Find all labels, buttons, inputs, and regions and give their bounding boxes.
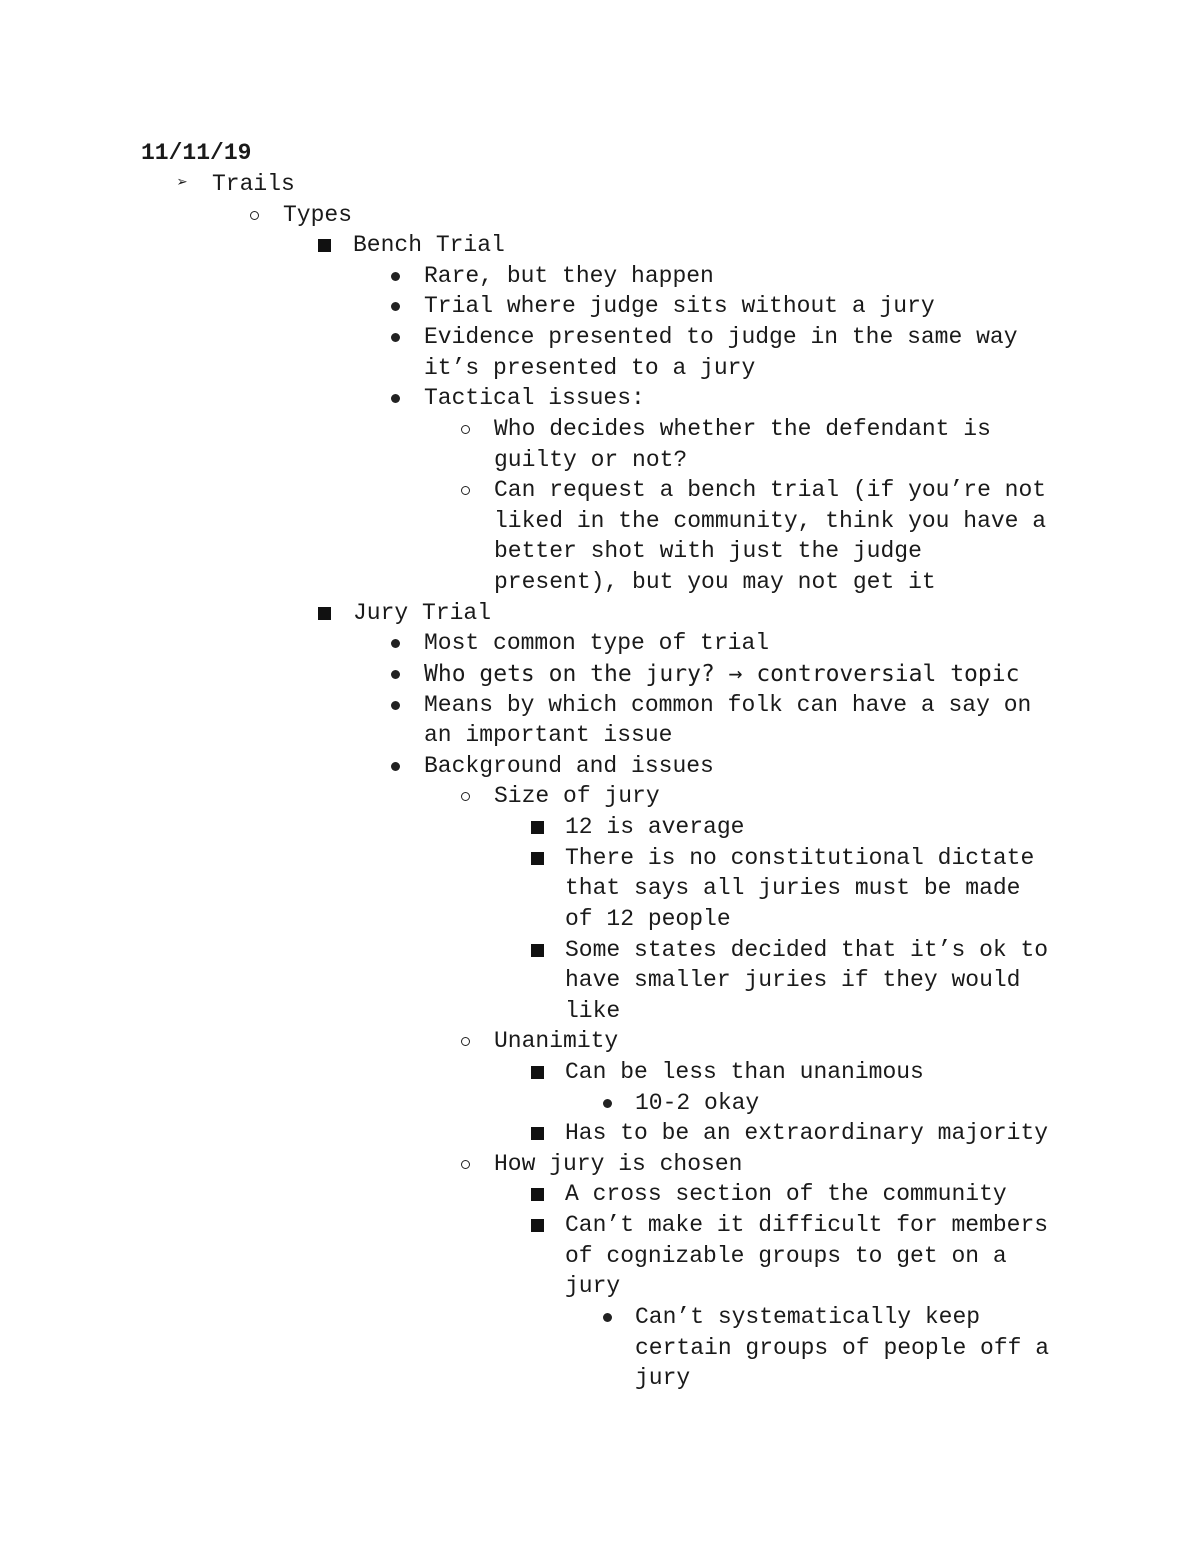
outline-item-text: jury — [635, 1365, 691, 1392]
outline-item-text: better shot with just the judge — [494, 538, 922, 565]
outline-item-text: Who decides whether the defendant is — [494, 415, 991, 442]
outline-item-text: Rare, but they happen — [424, 262, 714, 289]
square-bullet-icon — [318, 239, 331, 252]
outline-item-text: 10-2 okay — [635, 1089, 760, 1116]
outline-item-text: Some states decided that it’s ok to — [565, 936, 1049, 963]
hollow-bullet-icon — [461, 1037, 470, 1046]
note-date: 11/11/19 — [141, 140, 252, 166]
hollow-bullet-icon — [461, 1160, 470, 1169]
disc-bullet-icon — [603, 1313, 612, 1322]
square-bullet-icon — [531, 852, 544, 865]
outline-item-text: Trails — [212, 171, 295, 197]
outline-item-text: There is no constitutional dictate — [565, 844, 1035, 871]
outline-item-text: Trial where judge sits without a jury — [424, 293, 935, 320]
outline-item-text: liked in the community, think you have a — [494, 507, 1047, 534]
square-bullet-icon — [531, 1188, 544, 1201]
outline-item-text: Unanimity — [494, 1028, 619, 1055]
outline-item-text: an important issue — [424, 722, 673, 749]
hollow-bullet-icon — [250, 211, 259, 220]
outline-item-text: like — [565, 997, 621, 1024]
disc-bullet-icon — [391, 639, 400, 648]
outline-item-text: Can request a bench trial (if you’re not — [494, 477, 1047, 504]
disc-bullet-icon — [391, 670, 400, 679]
disc-bullet-icon — [391, 333, 400, 342]
outline-item-text: Can be less than unanimous — [565, 1058, 924, 1085]
outline-item-text: jury — [565, 1273, 621, 1300]
outline-item-text: guilty or not? — [494, 446, 688, 473]
outline-item-text: of cognizable groups to get on a — [565, 1242, 1007, 1269]
outline-item-text: 12 is average — [565, 814, 745, 841]
square-bullet-icon — [531, 1127, 544, 1140]
square-bullet-icon — [531, 944, 544, 957]
disc-bullet-icon — [603, 1099, 612, 1108]
outline-item-text: Background and issues — [424, 752, 714, 779]
hollow-bullet-icon — [461, 425, 470, 434]
outline-item-text: Can’t make it difficult for members — [565, 1212, 1049, 1239]
outline-item-text: A cross section of the community — [565, 1181, 1007, 1208]
square-bullet-icon — [531, 1219, 544, 1232]
square-bullet-icon — [318, 607, 331, 620]
disc-bullet-icon — [391, 302, 400, 311]
outline-item-text: Size of jury — [494, 783, 660, 810]
outline-item-text: it’s presented to a jury — [424, 354, 756, 381]
outline-item-text: Who gets on the jury? → controversial topic — [424, 660, 1020, 687]
hollow-bullet-icon — [461, 486, 470, 495]
outline-item-text: Has to be an extraordinary majority — [565, 1120, 1049, 1147]
hollow-bullet-icon — [461, 792, 470, 801]
square-bullet-icon — [531, 821, 544, 834]
outline-item-text: Jury Trial — [353, 599, 492, 626]
outline-item-text: Bench Trial — [353, 232, 505, 259]
outline-item-text: that says all juries must be made — [565, 875, 1021, 902]
outline-item-text: Tactical issues: — [424, 385, 645, 412]
outline-item-text: have smaller juries if they would — [565, 967, 1021, 994]
disc-bullet-icon — [391, 394, 400, 403]
outline-item-text: present), but you may not get it — [494, 569, 936, 596]
arrow-bullet-icon: ➢ — [177, 174, 188, 194]
outline-item-text: Types — [283, 201, 353, 228]
outline-item-text: Means by which common folk can have a say on — [424, 691, 1032, 718]
outline-item-text: How jury is chosen — [494, 1150, 743, 1177]
outline-item-text: Most common type of trial — [424, 630, 770, 657]
disc-bullet-icon — [391, 762, 400, 771]
outline-item-text: certain groups of people off a — [635, 1334, 1050, 1361]
outline-item-text: of 12 people — [565, 905, 731, 932]
outline-item-text: Can’t systematically keep — [635, 1303, 981, 1330]
disc-bullet-icon — [391, 701, 400, 710]
square-bullet-icon — [531, 1066, 544, 1079]
outline-item-text: Evidence presented to judge in the same way — [424, 324, 1018, 351]
disc-bullet-icon — [391, 272, 400, 281]
